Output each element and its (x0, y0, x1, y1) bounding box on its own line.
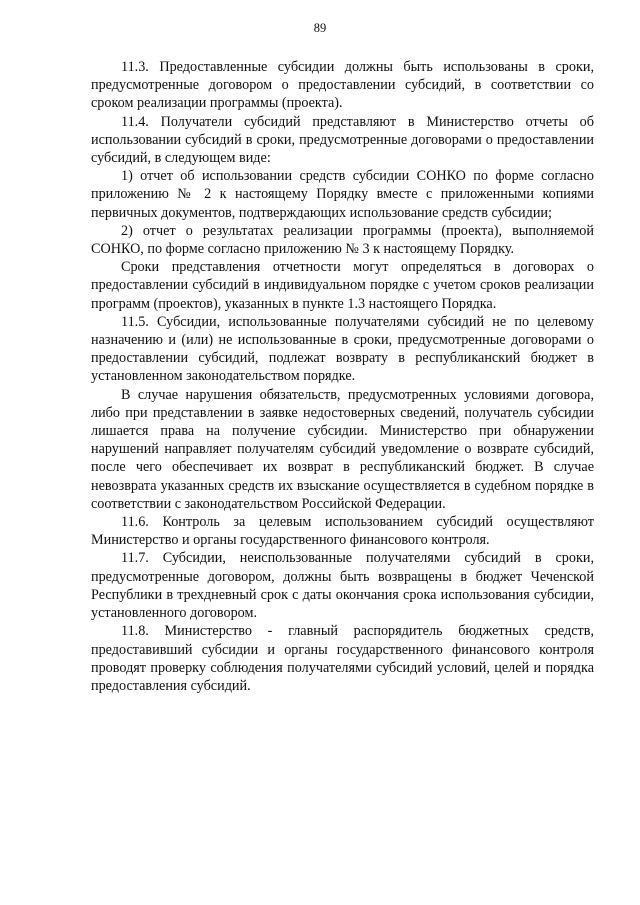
paragraph-11-6: 11.6. Контроль за целевым использованием субсидий осуществляют Министерство и органы государственного финансового контроля. (91, 514, 594, 549)
paragraph-11-5: 11.5. Субсидии, использованные получателями субсидий не по целевому назначению и (или) не использованные в сроки, предусмотренные договорами о предоставлении субсидий, подлежат возврату в республиканский бюджет в установленном законодательством порядке. (91, 313, 594, 385)
paragraph-11-4: 11.4. Получатели субсидий представляют в Министерство отчеты об использовании субсидий в сроки, предусмотренные договорами о предоставлении субсидий, в следующем виде: (91, 113, 594, 167)
paragraph-11-3: 11.3. Предоставленные субсидии должны быть использованы в сроки, предусмотренные договором о предоставлении субсидий, в соответствии со сроком реализации программы (проекта). (91, 59, 594, 112)
paragraph-11-7: 11.7. Субсидии, неиспользованные получателями субсидий в сроки, предусмотренные договором, должны быть возвращены в бюджет Чеченской Республики в трехдневный срок с даты окончания срока использования субсидии, установленного договором. (91, 550, 594, 622)
page-number: 89 (313, 21, 327, 35)
paragraph-report-deadlines: Сроки представления отчетности могут определяться в договорах о предоставлении субсидий в индивидуальном порядке с учетом сроков реализации программ (проектов), указанных в пункте 1.3 настоящего Порядка. (91, 259, 594, 312)
paragraph-report-item-2: 2) отчет о результатах реализации программы (проекта), выполняемой СОНКО, по форме согласно приложению № 3 к настоящему Порядку. (91, 222, 594, 258)
paragraph-11-8: 11.8. Министерство - главный распорядитель бюджетных средств, предоставивший субсидии и органы государственного финансового контроля проводят проверку соблюдения получателями субсидий условий, целей и порядка предоставления субсидий. (91, 623, 594, 694)
paragraph-violation: В случае нарушения обязательств, предусмотренных условиями договора, либо при представлении в заявке недостоверных сведений, получатель субсидии лишается права на получение субсидии. Министерство при обнаружении нарушений направляет получателям субсидий уведомление о возврате субсидий, после чего обеспечивает их возврат в республиканский бюджет. В случае невозврата указанных средств их взыскание осуществляется в судебном порядке в соответствии с законодательством Российской Федерации. (91, 386, 594, 512)
document-body (91, 58, 594, 695)
paragraph-report-item-1: 1) отчет об использовании средств субсидии СОНКО по форме согласно приложению № 2 к настоящему Порядку вместе с приложенными копиями первичных документов, подтверждающих использование средств субсидии; (91, 168, 594, 221)
